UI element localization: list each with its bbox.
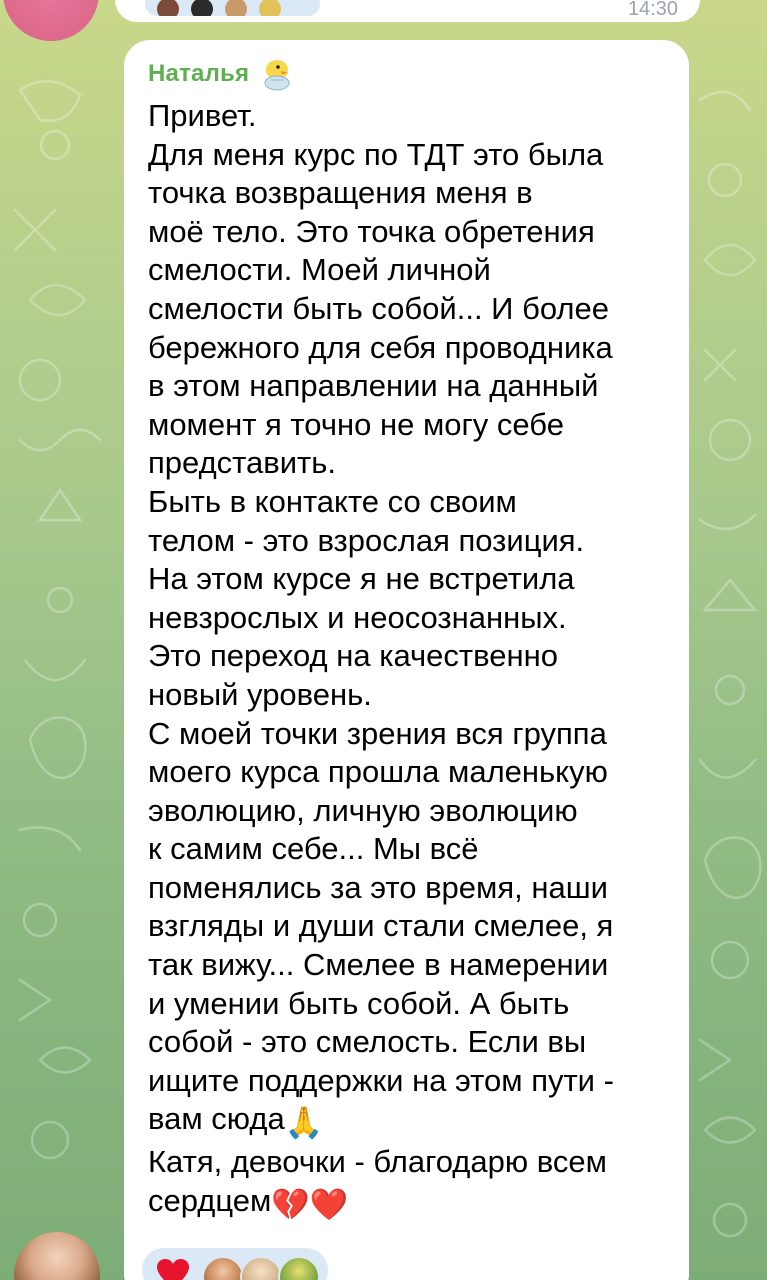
message-line: момент я точно не могу себе xyxy=(148,406,564,442)
duck-sticker-icon xyxy=(259,56,295,92)
heart-emojis: 💔❤️ xyxy=(271,1186,349,1222)
message-line: Катя, девочки - благодарю всем xyxy=(148,1144,607,1180)
message-line: и умении быть собой. А быть xyxy=(148,985,570,1021)
message-line: представить. xyxy=(148,445,337,481)
message-reactions[interactable] xyxy=(142,1248,328,1280)
message-line: эволюцию, личную эволюцию xyxy=(148,792,578,828)
heart-reaction-icon xyxy=(156,1258,190,1280)
message-line: Для меня курс по ТДТ это была xyxy=(148,136,604,172)
message-line: собой - это смелость. Если вы xyxy=(148,1024,587,1060)
sender-name[interactable]: Наталья xyxy=(148,60,250,87)
message-line: Это переход на качественно xyxy=(148,638,558,674)
reactor-avatar-3[interactable] xyxy=(278,1256,320,1280)
message-line-with-emoji xyxy=(148,1100,678,1143)
message-line: смелости быть собой... И более xyxy=(148,290,609,326)
message-line: новый уровень. xyxy=(148,676,372,712)
message-line: бережного для себя проводника xyxy=(148,329,613,365)
message-bubble[interactable] xyxy=(124,40,689,1280)
sender-row xyxy=(148,56,295,92)
previous-sender-avatar[interactable] xyxy=(3,0,99,41)
message-line: взгляды и души стали смелее, я xyxy=(148,908,614,944)
message-line: точка возвращения меня в xyxy=(148,175,533,211)
message-line: Привет. xyxy=(148,98,257,133)
message-line: На этом курсе я не встретила xyxy=(148,561,575,597)
message-line: невзрослых и неосознанных. xyxy=(148,599,567,635)
reactor-avatar-2[interactable] xyxy=(240,1256,282,1280)
message-line: так вижу... Смелее в намерении xyxy=(148,947,609,983)
message-line: ищите поддержки на этом пути - xyxy=(148,1062,614,1098)
message-line: моего курса прошла маленькую xyxy=(148,754,608,790)
message-line: в этом направлении на данный xyxy=(148,368,599,404)
sender-avatar[interactable] xyxy=(14,1232,100,1280)
reactor-avatar-1[interactable] xyxy=(202,1256,244,1280)
previous-message-time: 14:30 xyxy=(627,0,678,20)
message-line: смелости. Моей личной xyxy=(148,252,491,288)
message-text xyxy=(148,97,678,1224)
message-line: сердцем xyxy=(148,1182,272,1218)
previous-message-bubble[interactable] xyxy=(115,0,700,22)
message-line-with-emoji xyxy=(148,1182,678,1225)
praying-hands-emoji: 🙏 xyxy=(284,1105,324,1141)
message-line: С моей точки зрения вся группа xyxy=(148,715,607,751)
message-line: к самим себе... Мы всё xyxy=(148,831,479,867)
message-line: Быть в контакте со своим xyxy=(148,483,517,519)
message-line: поменялись за это время, наши xyxy=(148,869,608,905)
message-line: вам сюда xyxy=(148,1101,285,1137)
message-line: телом - это взрослая позиция. xyxy=(148,522,585,558)
previous-message-reactions[interactable] xyxy=(145,0,320,16)
message-line: моё тело. Это точка обретения xyxy=(148,213,595,249)
